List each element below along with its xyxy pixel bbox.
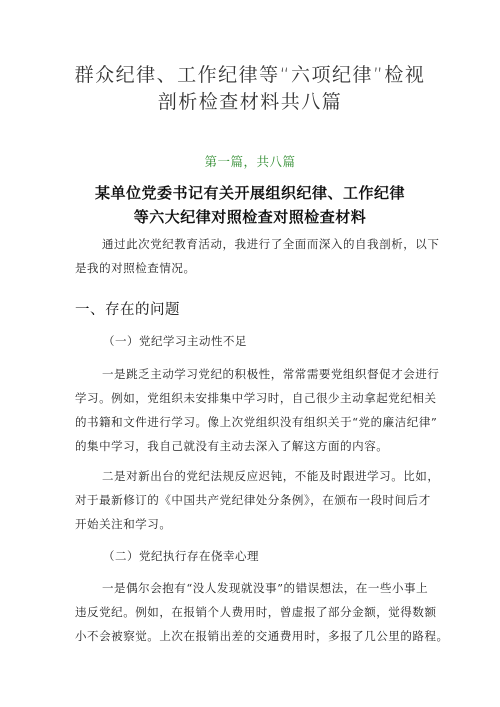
para2-line-2: 对于最新修订的《中国共产党纪律处分条例》，在颁布一段时间后才 — [75, 493, 431, 507]
para1-line-4: 的集中学习，我自己就没有主动去深入了解这方面的内容。 — [75, 439, 389, 453]
section-label: 第一篇，共八篇 — [204, 154, 296, 169]
subheading-1: （一）党纪学习主动性不足 — [103, 334, 247, 348]
para2-line-3: 开始关注和学习。 — [75, 517, 172, 531]
para2-line-1: 二是对新出台的党纪法规反应迟钝，不能及时跟进学习。比如， — [102, 469, 440, 483]
article-title-line-2: 等六大纪律对照检查对照检查材料 — [133, 208, 367, 226]
para3-line-3: 小不会被察觉。上次在报销出差的交通费用时，多报了几公里的路程。 — [75, 629, 449, 643]
intro-line-1: 通过此次党纪教育活动，我进行了全面而深入的自我剖析，以下 — [102, 237, 440, 251]
document-title-line-1: 群众纪律、工作纪律等“六项纪律”检视 — [74, 64, 426, 86]
subheading-2: （二）党纪执行存在侥幸心理 — [103, 549, 259, 563]
article-title-line-1: 某单位党委书记有关开展组织纪律、工作纪律 — [94, 184, 405, 202]
para1-line-1: 一是跳乏主动学习党纪的积极性，常常需要党组织督促才会进行 — [102, 367, 440, 381]
para1-line-2: 学习。例如，党组织未安排集中学习时，自己很少主动拿起党纪相关 — [75, 391, 437, 405]
intro-line-2: 是我的对照检查情况。 — [75, 261, 196, 275]
heading-existing-problems: 一、存在的问题 — [75, 302, 180, 318]
para3-line-2: 违反党纪。例如，在报销个人费用时，曾虚报了部分金额，觉得数额 — [75, 605, 437, 619]
document-title-line-2: 剖析检查材料共八篇 — [157, 91, 343, 113]
para1-line-3: 的书籍和文件进行学习。像上次党组织没有组织关于“党的廉洁纪律” — [75, 415, 438, 429]
para3-line-1: 一是偶尔会抱有“没人发现就没事”的错误想法，在一些小事上 — [102, 581, 429, 595]
